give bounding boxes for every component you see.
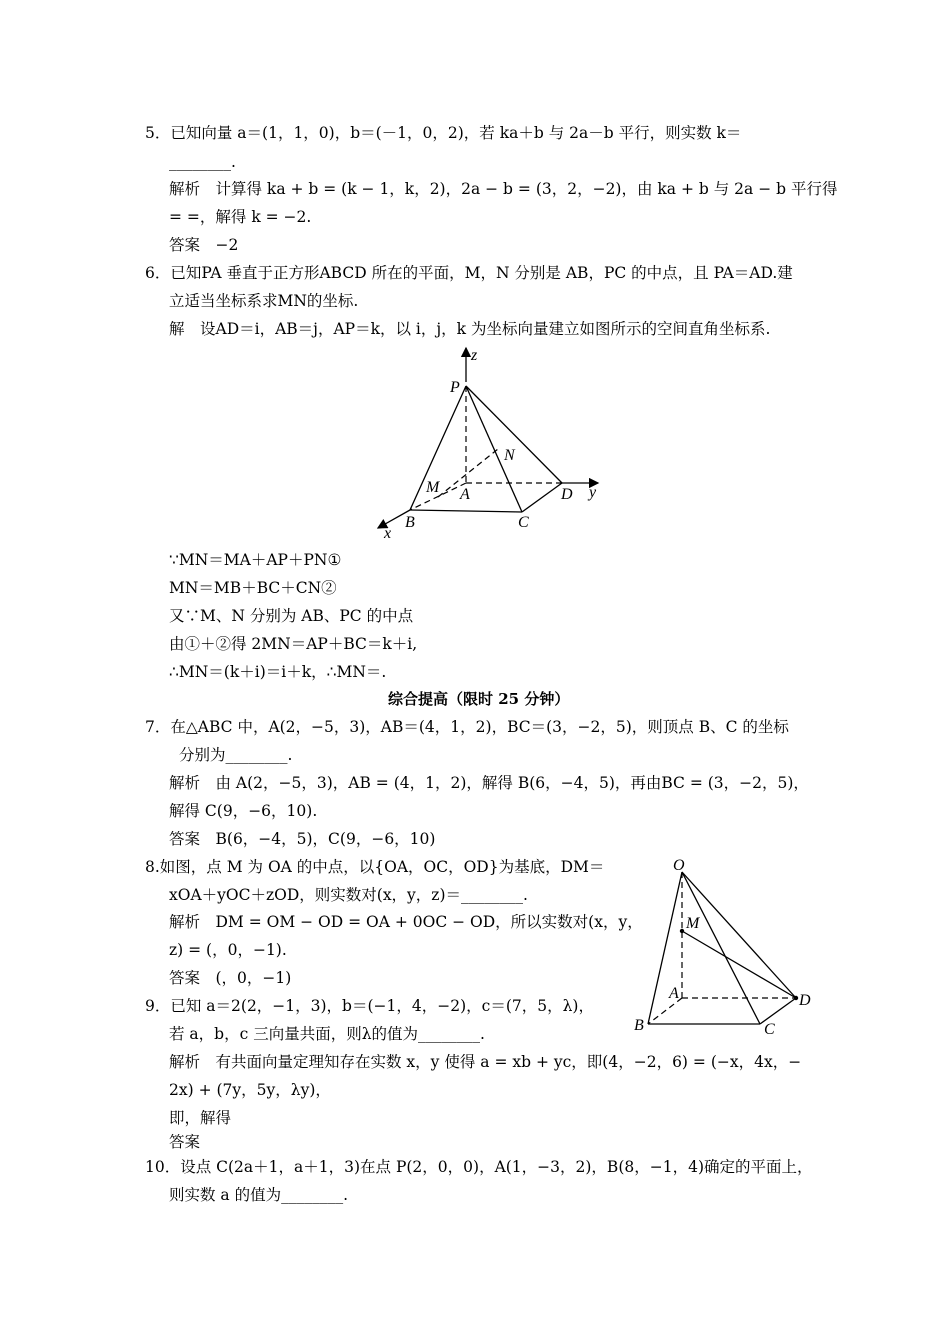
pyramid-figure-1 (370, 340, 610, 540)
problem-10-line-1: 10．设点 C(2a＋1，a＋1，3)在点 P(2，0，0)，A(1，−3，2)，B(8，−1，4)确定的平面上， (145, 1158, 813, 1176)
problem-8-answer: 答案 (，0，−1) (169, 969, 292, 987)
problem-7-answer: 答案 B(6，−4，5)，C(9，−6，10) (169, 830, 436, 848)
problem-9-analysis-cont: 2x) + (7y，5y，λy)， (169, 1081, 331, 1099)
problem-6-line-2: 立适当坐标系求MN的坐标. (169, 292, 359, 310)
problem-9-line-2: 若 a，b，c 三向量共面，则λ的值为________. (169, 1025, 485, 1043)
problem-6-solution: 解 设AD＝i，AB＝j，AP＝k，以 i，j，k 为坐标向量建立如图所示的空间直角坐标系. (169, 320, 771, 338)
problem-5-answer: 答案 −2 (169, 236, 239, 254)
label-C: C (764, 1021, 775, 1038)
problem-9-analysis: 解析 有共面向量定理知存在实数 x，y 使得 a = xb + yc，即(4，−2，6) = (−x，4x，− (169, 1053, 802, 1071)
problem-6-line-1: 6．已知PA 垂直于正方形ABCD 所在的平面，M，N 分别是 AB，PC 的中点，且 PA＝AD.建 (145, 264, 793, 282)
problem-7-analysis-cont: 解得 C(9，−6，10). (169, 802, 318, 820)
problem-8-line-2: xOA＋yOC＋zOD，则实数对(x，y，z)＝________. (169, 886, 528, 904)
label-B: B (405, 514, 415, 531)
problem-7-analysis: 解析 由 A(2，−5，3)，AB = (4，1，2)，解得 B(6，−4，5)，再由BC = (3，−2，5)， (169, 774, 809, 792)
problem-5-analysis-cont: = =，解得 k = −2. (169, 208, 312, 226)
problem-6-step-3: 又∵M、N 分别为 AB、PC 的中点 (169, 607, 414, 625)
problem-7-line-2: 分别为________. (179, 746, 293, 764)
problem-5-analysis: 解析 计算得 ka + b = (k − 1，k，2)，2a − b = (3，2，−2)，由 ka + b 与 2a − b 平行得 (169, 180, 838, 198)
pyramid-figure-2 (628, 852, 818, 1042)
label-N: N (504, 447, 515, 464)
problem-8-analysis: 解析 DM = OM − OD = OA + 0OC − OD，所以实数对(x，y， (169, 913, 643, 931)
problem-5-line-2: ________. (169, 153, 236, 171)
label-A: A (669, 985, 679, 1002)
problem-10-line-2: 则实数 a 的值为________. (169, 1186, 349, 1204)
problem-9-answer: 答案 (169, 1133, 201, 1151)
problem-6-step-2: MN＝MB＋BC＋CN② (169, 579, 337, 597)
problem-9-analysis-cont-2: 即，解得 (169, 1109, 232, 1127)
label-D: D (561, 486, 573, 503)
problem-7-line-1: 7．在△ABC 中，A(2，−5，3)，AB＝(4，1，2)，BC＝(3，−2，5)，则顶点 B、C 的坐标 (145, 718, 789, 736)
label-M: M (426, 479, 440, 496)
section-heading: 综合提高（限时 25 分钟） (388, 690, 570, 708)
problem-8-line-1: 8.如图，点 M 为 OA 的中点，以{OA，OC，OD}为基底，DM＝ (145, 858, 605, 876)
label-B: B (634, 1017, 644, 1034)
label-C: C (518, 514, 529, 531)
label-z: z (471, 347, 478, 364)
problem-6-step-5: ∴MN＝(k＋i)＝i＋k，∴MN＝. (169, 663, 387, 681)
label-x: x (384, 525, 392, 540)
label-P: P (450, 379, 460, 396)
label-D: D (799, 992, 811, 1009)
problem-6-step-4: 由①＋②得 2MN＝AP＋BC＝k＋i, (169, 635, 418, 653)
problem-9-line-1: 9．已知 a＝2(2，−1，3)，b＝(−1，4，−2)，c＝(7，5，λ)， (145, 997, 594, 1015)
problem-5-line-1: 5．已知向量 a＝(1，1，0)，b＝(－1，0，2)，若 ka＋b 与 2a－b 平行，则实数 k＝ (145, 124, 742, 142)
label-y: y (589, 484, 597, 501)
problem-6-step-1: ∵MN＝MA＋AP＋PN① (169, 551, 342, 569)
problem-8-analysis-cont: z) = (，0，−1). (169, 941, 287, 959)
label-O: O (673, 857, 685, 874)
label-M: M (686, 915, 700, 932)
label-A: A (460, 486, 470, 503)
